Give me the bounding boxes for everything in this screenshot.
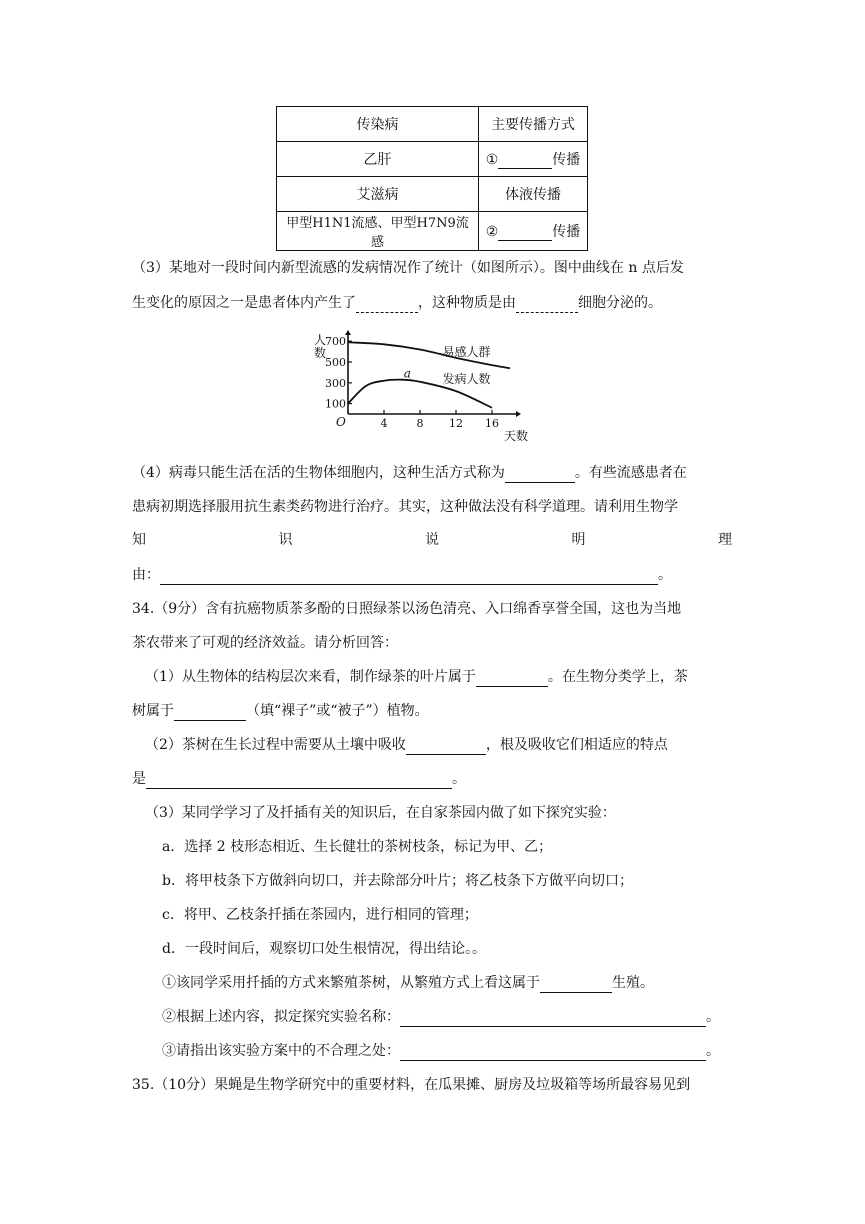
circle-number: ② xyxy=(485,224,499,240)
q3-text: 细胞分泌的。 xyxy=(578,295,662,311)
table-cell: 甲型H1N1流感、甲型H7N9流感 xyxy=(277,212,479,251)
answer-blank xyxy=(400,1010,706,1027)
spread-char: 知 xyxy=(132,532,146,548)
q34-text: ①该同学采用扦插的方式来繁殖茶树，从繁殖方式上看这属于 xyxy=(162,975,540,991)
answer-blank xyxy=(505,466,575,483)
q4-line1 xyxy=(132,463,687,483)
q4-line3 xyxy=(132,530,732,550)
spread-char: 说 xyxy=(425,532,439,548)
x-axis-label: 天数 xyxy=(504,429,529,443)
disease-table xyxy=(276,106,588,251)
q34-text: 生殖。 xyxy=(612,975,654,991)
cell-suffix: 传播 xyxy=(552,152,581,168)
answer-blank xyxy=(356,298,418,313)
q34-text: （2）茶树在生长过程中需要从土壤中吸收 xyxy=(145,737,406,753)
q34-text: 。 xyxy=(706,1009,720,1025)
q34-text: 。在生物分类学上，茶 xyxy=(547,669,688,685)
q34-p1-line2 xyxy=(132,701,429,721)
table-cell-blank xyxy=(479,142,588,177)
q4-text: 由： xyxy=(132,567,160,583)
q34-text: ③请指出该实验方案中的不合理之处： xyxy=(162,1043,400,1059)
q3-text: 生变化的原因之一是患者体内产生了 xyxy=(132,295,356,311)
q34-line2: 茶农带来了可观的经济效益。请分析回答： xyxy=(132,635,398,651)
q34-sub3 xyxy=(162,1041,720,1061)
q34-step-b: b．将甲枝条下方做斜向切口，并去除部分叶片；将乙枝条下方做平向切口； xyxy=(162,873,633,889)
table-header-row xyxy=(277,107,588,142)
q3-line1: （3）某地对一段时间内新型流感的发病情况作了统计（如图所示）。图中曲线在 n 点后发 xyxy=(132,260,684,276)
x-axis-arrow xyxy=(516,411,521,417)
answer-blank xyxy=(516,298,578,313)
q34-p3: （3）某同学学习了及扦插有关的知识后，在自家茶园内做了如下探究实验： xyxy=(145,805,616,821)
q34-text: 是 xyxy=(132,771,146,787)
q4-text: 。 xyxy=(658,567,672,583)
y-tick-label: 500 xyxy=(325,356,346,369)
y-axis-label-char: 人 xyxy=(314,333,327,347)
spread-char: 明 xyxy=(571,532,586,548)
table-cell: 乙肝 xyxy=(277,142,479,177)
answer-blank xyxy=(476,670,548,687)
q34-text: 。 xyxy=(452,771,466,787)
q3-text: ，这种物质是由 xyxy=(418,295,516,311)
series-label-cases: 发病人数 xyxy=(442,371,491,386)
table-row xyxy=(277,212,588,251)
q4-text: 。有些流感患者在 xyxy=(574,465,687,481)
q3-line2 xyxy=(132,293,662,313)
table-header-cell: 主要传播方式 xyxy=(479,107,588,142)
table-cell-blank xyxy=(479,212,588,251)
answer-blank xyxy=(498,226,552,241)
series-label-susceptible: 易感人群 xyxy=(442,344,491,359)
cell-suffix: 传播 xyxy=(552,224,581,240)
q4-text: （4）病毒只能生活在活的生物体细胞内，这种生活方式称为 xyxy=(132,465,505,481)
spread-char: 理 xyxy=(718,532,732,548)
q34-p2-line2 xyxy=(132,769,466,789)
answer-blank xyxy=(160,568,658,585)
y-tick-label: 700 xyxy=(325,335,346,349)
answer-blank xyxy=(406,738,486,755)
y-tick-label: 100 xyxy=(325,397,346,411)
q35-line1: 35.（10分）果蝇是生物学研究中的重要材料，在瓜果摊、厨房及垃圾箱等场所最容易见到 xyxy=(132,1077,691,1093)
answer-blank xyxy=(498,154,552,169)
x-tick-label: 8 xyxy=(416,417,424,430)
q34-text: 树属于 xyxy=(132,703,174,719)
q34-sub2 xyxy=(162,1007,720,1027)
q34-p2-line1 xyxy=(145,735,668,755)
table-header-cell: 传染病 xyxy=(277,107,479,142)
q34-step-d: d．一段时间后，观察切口处生根情况，得出结论。。 xyxy=(162,941,486,957)
q34-p1-line1 xyxy=(145,667,688,687)
y-tick-label: 300 xyxy=(325,376,346,390)
q4-line4 xyxy=(132,565,672,585)
answer-blank xyxy=(174,704,246,721)
answer-blank xyxy=(400,1044,706,1061)
q34-text: ，根及吸收它们相适应的特点 xyxy=(485,737,668,753)
circle-number: ① xyxy=(485,152,499,168)
q34-text: ②根据上述内容，拟定探究实验名称： xyxy=(162,1009,400,1025)
q34-text: 。 xyxy=(706,1043,720,1059)
x-tick-label: 16 xyxy=(485,417,499,430)
table-row xyxy=(277,142,588,177)
q34-step-a: a．选择 2 枝形态相近、生长健壮的茶树枝条，标记为甲、乙； xyxy=(162,839,553,855)
q34-text: （1）从生物体的结构层次来看，制作绿茶的叶片属于 xyxy=(145,669,476,685)
q34-sub1 xyxy=(162,973,654,993)
x-tick-label: 12 xyxy=(449,417,463,430)
table-cell: 艾滋病 xyxy=(277,177,479,212)
answer-blank xyxy=(540,976,612,993)
annotation-a: a xyxy=(403,366,411,381)
spread-char: 识 xyxy=(278,532,293,548)
q4-line2: 患病初期选择服用抗生素类药物进行治疗。其实，这种做法没有科学道理。请利用生物学 xyxy=(132,499,678,515)
flu-chart xyxy=(310,330,530,445)
answer-blank xyxy=(146,772,452,789)
q34-text: （填“裸子”或“被子”）植物。 xyxy=(246,703,429,719)
y-axis-label-char: 数 xyxy=(314,346,327,360)
table-row xyxy=(277,177,588,212)
origin-label: O xyxy=(336,415,346,429)
table-cell: 体液传播 xyxy=(479,177,588,212)
x-tick-label: 4 xyxy=(380,417,388,430)
q34-step-c: c．将甲、乙枝条扦插在茶园内，进行相同的管理； xyxy=(162,907,478,923)
q34-line1: 34.（9分）含有抗癌物质茶多酚的日照绿茶以汤色清亮、入口绵香享誉全国，这也为当地 xyxy=(132,601,682,617)
